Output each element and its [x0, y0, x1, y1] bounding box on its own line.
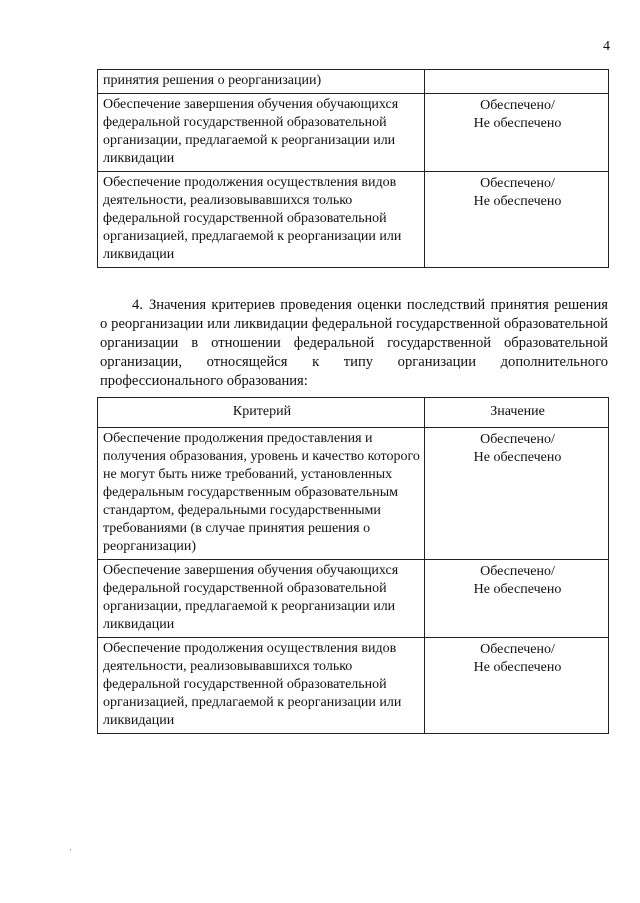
criteria-table: [97, 397, 609, 734]
value-line: Не обеспечено: [473, 582, 562, 597]
value-line: Не обеспечено: [473, 194, 562, 209]
table-row: [98, 94, 609, 172]
value-line: Обеспечено/: [480, 642, 555, 657]
value-cell: [425, 70, 609, 94]
value-line: Обеспечено/: [480, 432, 555, 447]
value-cell: [425, 560, 609, 638]
criterion-cell: Обеспечение продолжения осуществления видов деятельности, реализовывавшихся только федеральной государственной образовательной организацией, предлагаемой к реорганизации или ликвидации: [98, 638, 425, 734]
criterion-cell: Обеспечение завершения обучения обучающихся федеральной государственной образовательной организации, предлагаемой к реорганизации или ликвидации: [98, 94, 425, 172]
page-number: 4: [603, 39, 610, 54]
criterion-cell: Обеспечение продолжения осуществления видов деятельности, реализовывавшихся только федеральной государственной образовательной организацией, предлагаемой к реорганизации или ликвидации: [98, 172, 425, 268]
stray-mark: ·: [69, 845, 72, 855]
value-line: Обеспечено/: [480, 98, 555, 113]
value-line: Обеспечено/: [480, 176, 555, 191]
table-header-row: [98, 398, 609, 428]
header-value: Значение: [425, 398, 609, 428]
section-number: 4.: [132, 297, 143, 313]
value-line: Не обеспечено: [473, 450, 562, 465]
criterion-cell: Обеспечение завершения обучения обучающихся федеральной государственной образовательной организации, предлагаемой к реорганизации или ликвидации: [98, 560, 425, 638]
value-line: Не обеспечено: [473, 660, 562, 675]
table-row: [98, 70, 609, 94]
value-cell: [425, 94, 609, 172]
table-row: [98, 638, 609, 734]
value-line: Обеспечено/: [480, 564, 555, 579]
section-4-paragraph: [100, 296, 608, 391]
value-cell: [425, 172, 609, 268]
value-cell: [425, 428, 609, 560]
header-criterion: Критерий: [98, 398, 425, 428]
value-cell: [425, 638, 609, 734]
criterion-cell: принятия решения о реорганизации): [98, 70, 425, 94]
criteria-table-continued: [97, 69, 609, 268]
section-text: Значения критериев проведения оценки последствий принятия решения о реорганизации или ликвидации федеральной государственной образовательной организации в отношении федеральной государственной образовательной организации, относящейся к типу организации дополнительного профессионального образования:: [100, 297, 608, 389]
value-line: Не обеспечено: [473, 116, 562, 131]
table-row: [98, 428, 609, 560]
table-row: [98, 172, 609, 268]
criterion-cell: Обеспечение продолжения предоставления и получения образования, уровень и качество которого не могут быть ниже требований, установленных федеральным государственным образовательным стандартом, федеральными государственными требованиями (в случае принятия решения о реорганизации): [98, 428, 425, 560]
table-row: [98, 560, 609, 638]
